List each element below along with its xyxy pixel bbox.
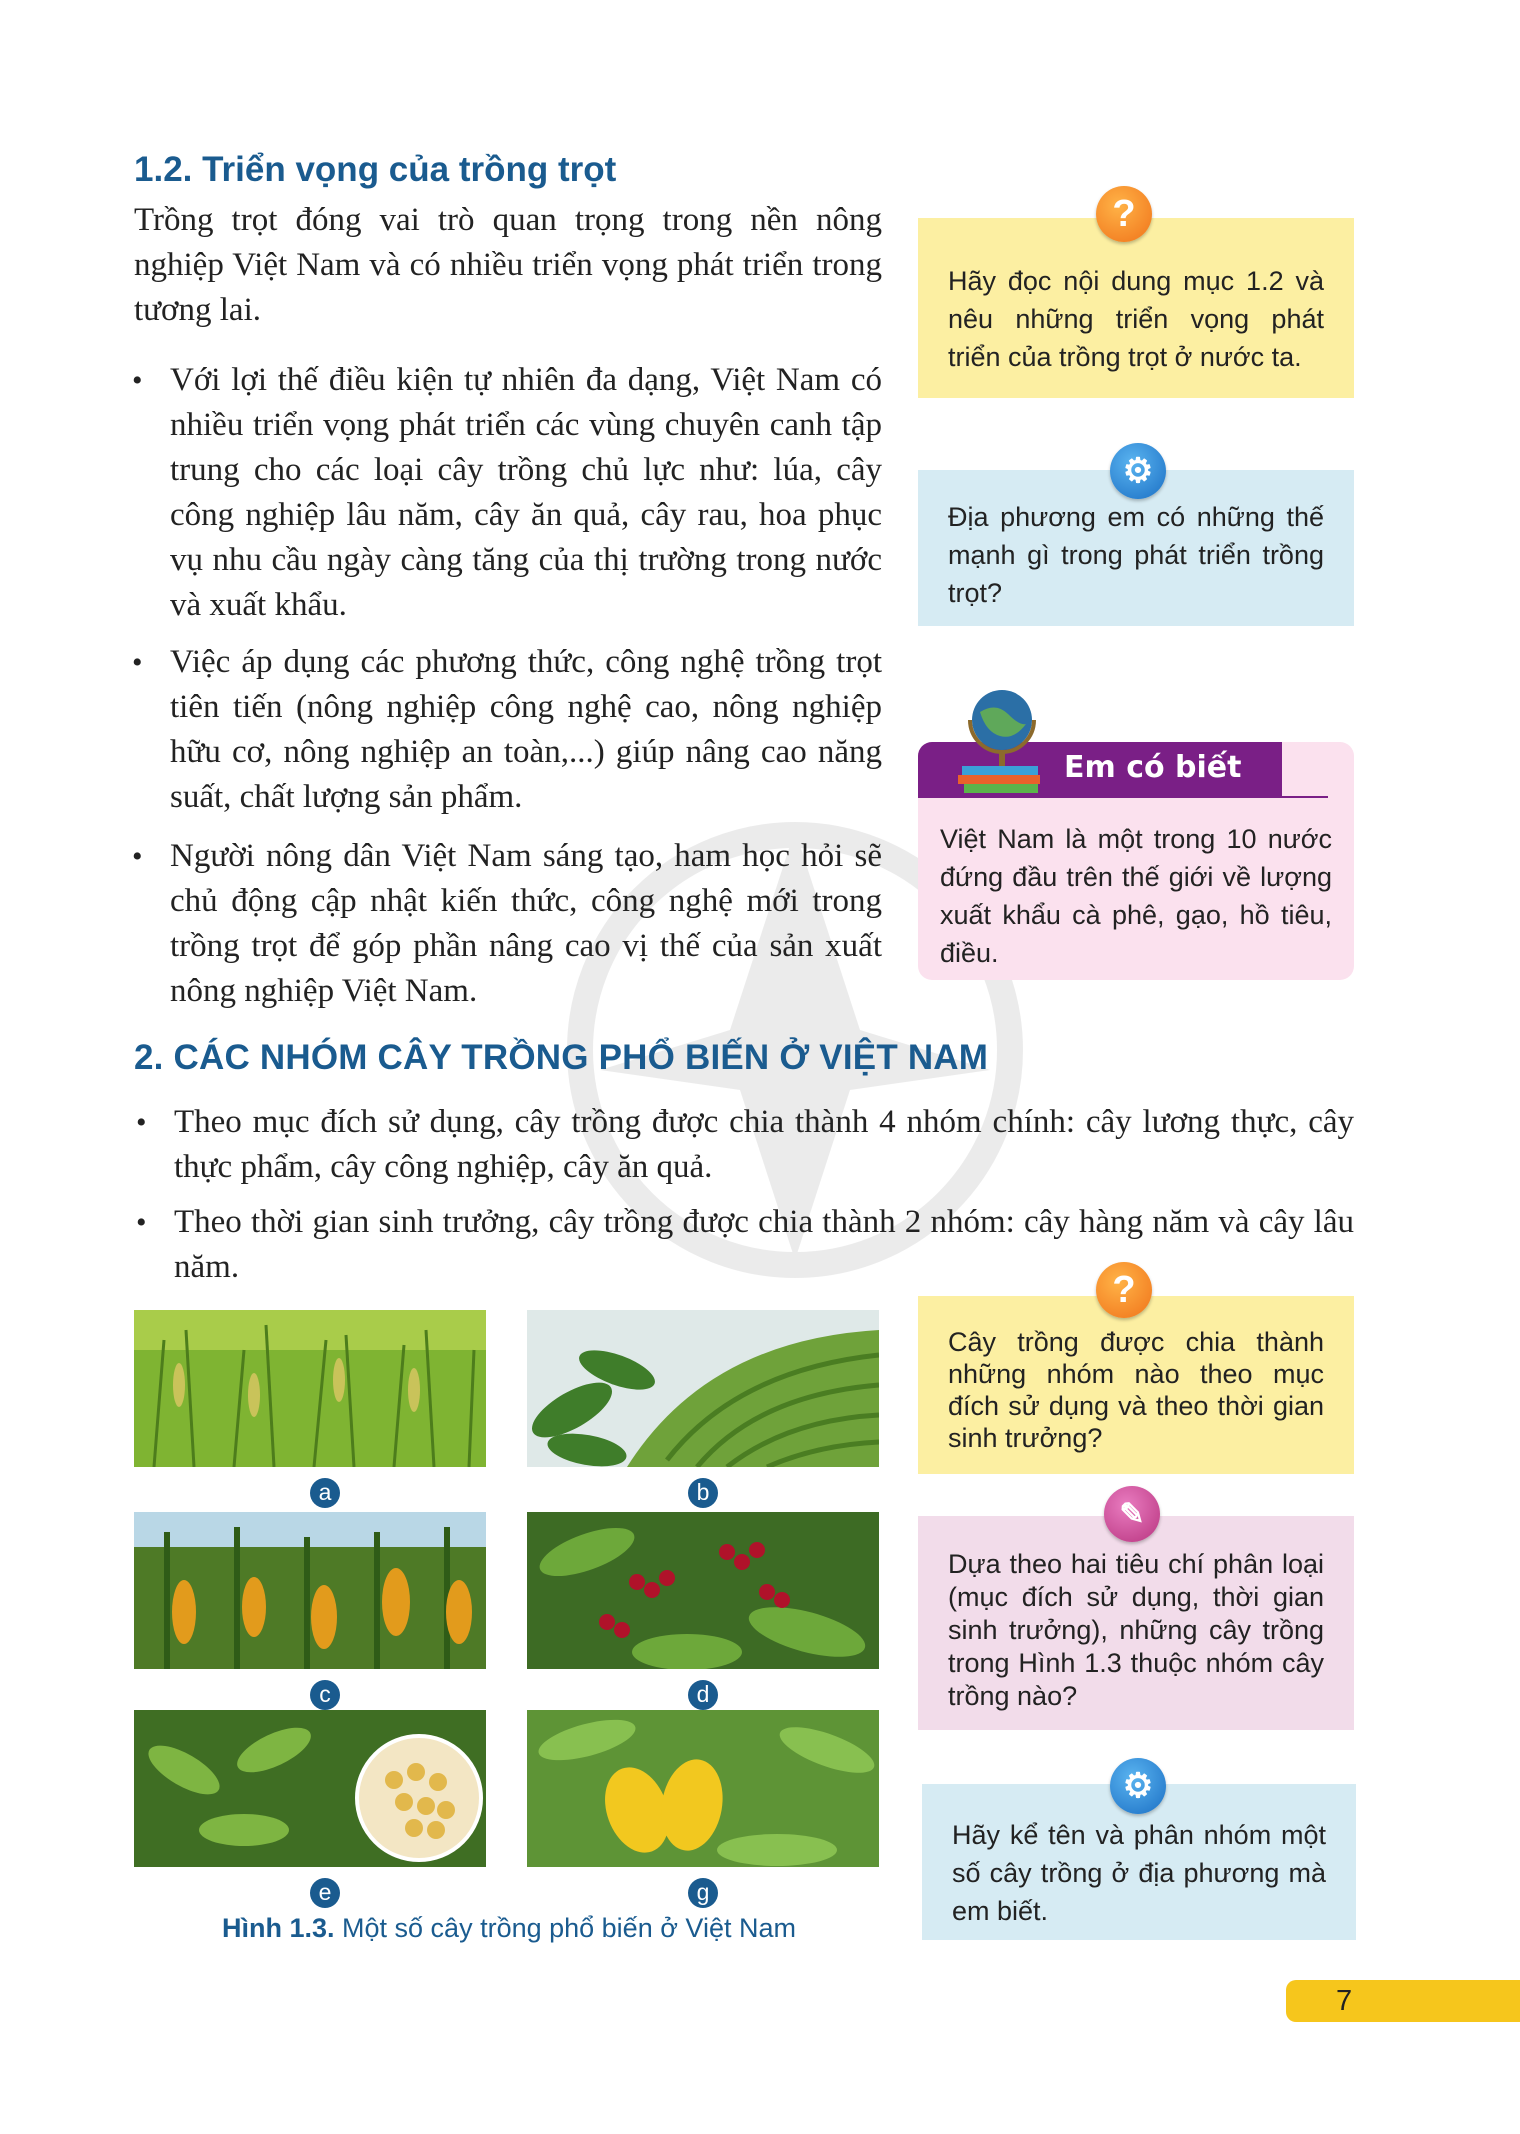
figure-label-a: a: [310, 1478, 340, 1508]
bullet-dot: •: [132, 646, 143, 679]
figure-caption: [222, 1913, 796, 1944]
caption-text: Một số cây trồng phổ biến ở Việt Nam: [334, 1913, 796, 1943]
gear-icon: ⚙: [1110, 1758, 1166, 1814]
mango-photo: [527, 1710, 879, 1867]
section-heading-2: 2. CÁC NHÓM CÂY TRỒNG PHỔ BIẾN Ở VIỆT NAM: [134, 1038, 989, 1077]
list-item: [132, 358, 882, 628]
bullet-text: Theo thời gian sinh trưởng, cây trồng được chia thành 2 nhóm: cây hàng năm và cây lâu năm.: [174, 1204, 1354, 1285]
bullet-text: Với lợi thế điều kiện tự nhiên đa dạng, Việt Nam có nhiều triển vọng phát triển các vùng chuyên canh tập trung cho các loại cây trồng chủ lực như: lúa, cây công nghiệp lâu năm, cây ăn quả, cây rau, hoa phục vụ nhu cầu ngày càng tăng của thị trường trong nước và xuất khẩu.: [170, 362, 882, 623]
question-text: Cây trồng được chia thành những nhóm nào theo mục đích sử dụng và theo thời gian sinh trưởng?: [948, 1327, 1324, 1453]
list-item: [136, 1100, 1354, 1190]
bullet-dot: •: [136, 1206, 147, 1239]
section-heading-1-2: 1.2. Triển vọng của trồng trọt: [134, 150, 617, 189]
list-item: [132, 640, 882, 820]
page-number: 7: [1286, 1980, 1520, 2022]
list-item: [132, 834, 882, 1014]
figure-label-b: b: [688, 1478, 718, 1508]
pen-icon: ✎: [1104, 1486, 1160, 1542]
list-item: [136, 1200, 1354, 1290]
question-box: [918, 218, 1354, 398]
did-you-know-title: Em có biết: [1064, 750, 1242, 785]
question-icon: ?: [1096, 186, 1152, 242]
coffee-photo: [527, 1512, 879, 1669]
bullet-dot: •: [136, 1106, 147, 1139]
figure-label-g: g: [688, 1878, 718, 1908]
question-text: Hãy đọc nội dung mục 1.2 và nêu những triển vọng phát triển của trồng trọt ở nước ta.: [948, 266, 1324, 372]
figure-label-d: d: [688, 1680, 718, 1710]
intro-paragraph: Trồng trọt đóng vai trò quan trọng trong nền nông nghiệp Việt Nam và có nhiều triển vọng phát triển trong tương lai.: [134, 202, 882, 328]
rice-photo: [134, 1310, 486, 1467]
banner-underline: [1282, 796, 1328, 798]
practice-text: Hãy kể tên và phân nhóm một số cây trồng ở địa phương mà em biết.: [952, 1820, 1326, 1926]
figure-label-e: e: [310, 1878, 340, 1908]
exercise-box: [918, 1516, 1354, 1730]
exercise-text: Dựa theo hai tiêu chí phân loại (mục đích sử dụng, thời gian sinh trưởng), những cây trồng trong Hình 1.3 thuộc nhóm cây trồng nào?: [948, 1549, 1324, 1711]
did-you-know-text: Việt Nam là một trong 10 nước đứng đầu trên thế giới về lượng xuất khẩu cà phê, gạo, hồ tiêu, điều.: [940, 824, 1332, 968]
question-icon: ?: [1096, 1262, 1152, 1318]
bullet-dot: •: [132, 840, 143, 873]
globe-books-icon: [956, 684, 1046, 796]
bullet-text: Theo mục đích sử dụng, cây trồng được chia thành 4 nhóm chính: cây lương thực, cây thực phẩm, cây công nghiệp, cây ăn quả.: [174, 1104, 1354, 1185]
caption-label: Hình 1.3.: [222, 1913, 335, 1943]
corn-photo: [134, 1512, 486, 1669]
figure-label-c: c: [310, 1680, 340, 1710]
bullet-text: Người nông dân Việt Nam sáng tạo, ham học hỏi sẽ chủ động cập nhật kiến thức, công nghệ mới trong trồng trọt để góp phần nâng cao vị thế của sản xuất nông nghiệp Việt Nam.: [170, 838, 882, 1009]
bullet-dot: •: [132, 364, 143, 397]
bullet-text: Việc áp dụng các phương thức, công nghệ trồng trọt tiên tiến (nông nghiệp công nghệ cao, nông nghiệp hữu cơ, nông nghiệp an toàn,...) giúp nâng cao năng suất, chất lượng sản phẩm.: [170, 644, 882, 815]
question-box: [918, 1296, 1354, 1474]
practice-text: Địa phương em có những thế mạnh gì trong phát triển trồng trọt?: [948, 502, 1324, 608]
soybean-photo: [134, 1710, 486, 1867]
gear-icon: ⚙: [1110, 443, 1166, 499]
tea-photo: [527, 1310, 879, 1467]
